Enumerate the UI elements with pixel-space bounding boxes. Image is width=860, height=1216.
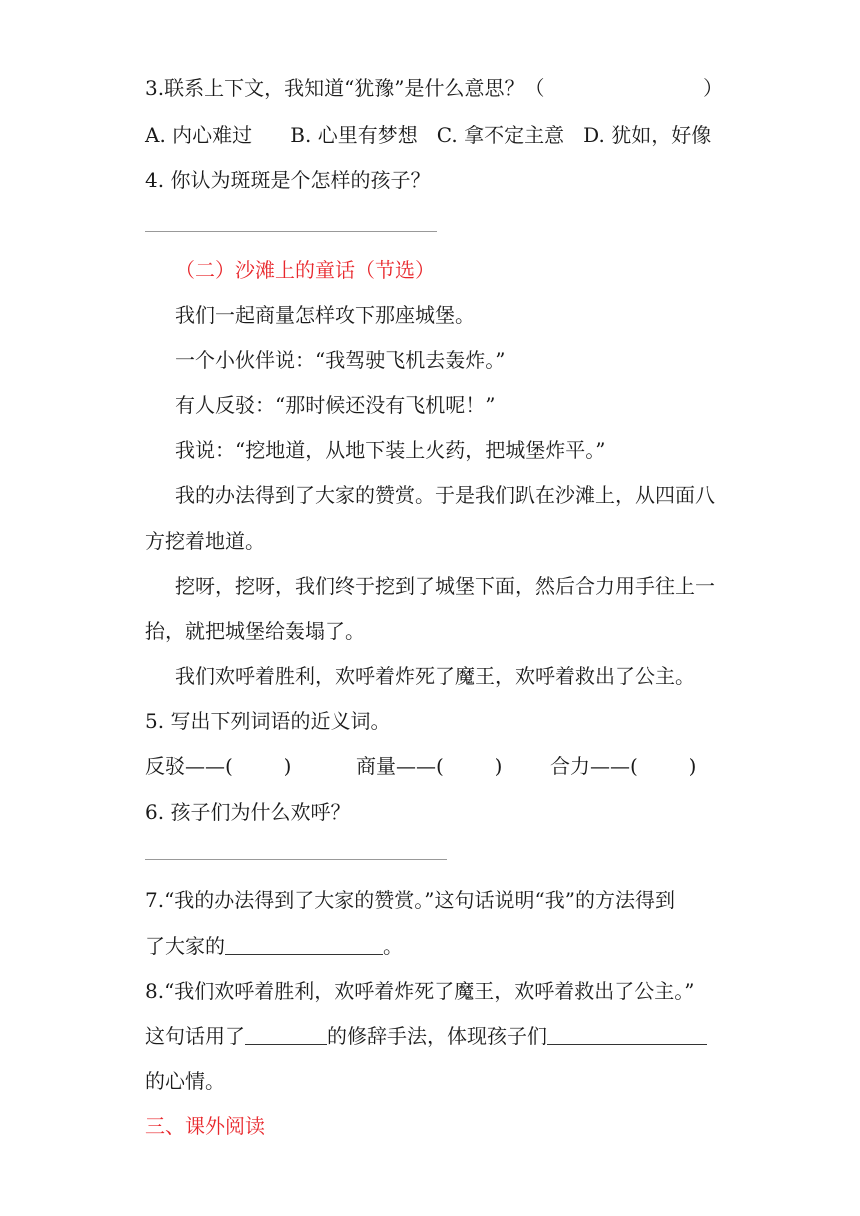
q8-line2: [145, 1024, 707, 1048]
q3-options: A. 内心难过 B. 心里有梦想 C. 拿不定主意 D. 犹如，好像: [145, 123, 712, 147]
q8-line3: 的心情。: [145, 1069, 225, 1093]
passage-paragraph: 我说：“挖地道，从地下装上火药，把城堡炸平。”: [175, 438, 606, 462]
passage-paragraph-cont: 方挖着地道。: [145, 529, 265, 553]
q3-text: 3.联系上下文，我知道“犹豫”是什么意思？（: [145, 76, 545, 100]
q5-item-shangliang[interactable]: 商量——( ): [356, 754, 503, 778]
q8-mid: 的修辞手法，体现孩子们: [327, 1024, 547, 1048]
passage-paragraph: 我的办法得到了大家的赞赏。于是我们趴在沙滩上，从四面八: [175, 483, 715, 507]
q6-text: 6. 孩子们为什么欢呼？: [145, 800, 351, 824]
q8-blank-rhetoric[interactable]: [245, 1024, 327, 1045]
q5-item-heli[interactable]: 合力——( ): [550, 754, 697, 778]
q5-item-fanbo[interactable]: 反驳——( ): [145, 754, 292, 778]
section3-heading: 三、课外阅读: [145, 1114, 265, 1138]
passage-paragraph: 有人反驳：“那时候还没有飞机呢！”: [175, 393, 496, 417]
passage-paragraph: 挖呀，挖呀，我们终于挖到了城堡下面，然后合力用手往上一: [175, 574, 715, 598]
q5-text: 5. 写出下列词语的近义词。: [145, 709, 391, 733]
q8-line1: 8.“我们欢呼着胜利，欢呼着炸死了魔王，欢呼着救出了公主。”: [145, 979, 695, 1003]
passage-paragraph: 我们欢呼着胜利，欢呼着炸死了魔王，欢呼着救出了公主。: [175, 664, 695, 688]
q4-answer-line[interactable]: [145, 231, 437, 232]
q3-close-paren: ）: [703, 76, 723, 100]
q8-prefix: 这句话用了: [145, 1024, 245, 1048]
q7-line1: 7.“我的办法得到了大家的赞赏。”这句话说明“我”的方法得到: [145, 888, 675, 912]
passage-paragraph-cont: 抬，就把城堡给轰塌了。: [145, 619, 365, 643]
q7-prefix: 了大家的: [145, 934, 225, 958]
q7-suffix: 。: [383, 934, 403, 958]
q8-blank-mood[interactable]: [547, 1024, 707, 1045]
section2-heading: （二）沙滩上的童话（节选）: [175, 258, 435, 282]
q7-line2: [145, 934, 403, 958]
q7-blank[interactable]: [225, 934, 383, 955]
q6-answer-line[interactable]: [145, 859, 447, 860]
q4-text: 4. 你认为斑斑是个怎样的孩子？: [145, 168, 431, 192]
passage-paragraph: 一个小伙伴说：“我驾驶飞机去轰炸。”: [175, 348, 506, 372]
passage-paragraph: 我们一起商量怎样攻下那座城堡。: [175, 303, 475, 327]
